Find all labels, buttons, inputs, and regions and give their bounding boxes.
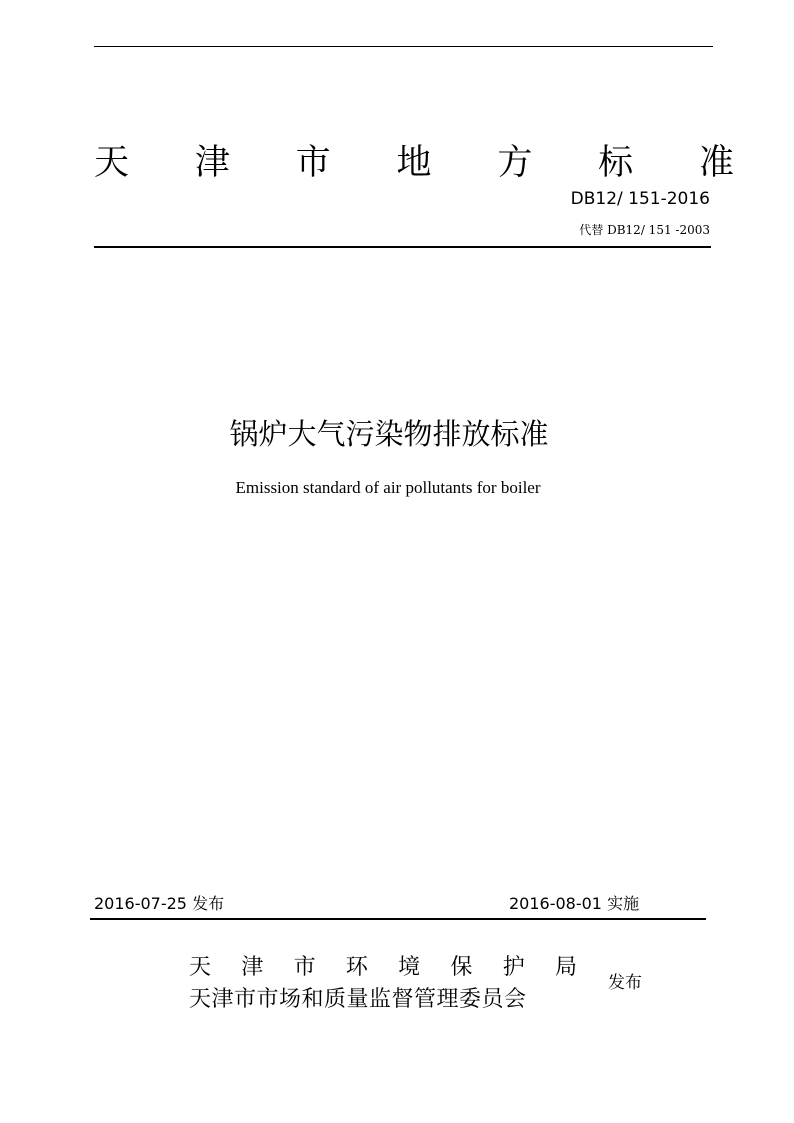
agency-char: 市 (293, 955, 316, 980)
header-title-char: 准 (698, 143, 734, 183)
header-title-char: 地 (396, 143, 432, 183)
header-rule (94, 246, 711, 248)
document-title-chinese: 锅炉大气污染物排放标准 (229, 417, 549, 451)
header-title (94, 140, 734, 186)
document-title-english: Emission standard of air pollutants for boiler (235, 478, 541, 497)
footer-rule (90, 918, 706, 920)
issue-date: 2016-07-25 发布 (94, 894, 225, 913)
header-title-char: 方 (497, 143, 533, 183)
header-title-char: 标 (598, 143, 634, 183)
agency-char: 天 (189, 955, 212, 980)
implementation-date: 2016-08-01 实施 (509, 894, 640, 913)
header-title-char: 市 (295, 143, 331, 183)
agency-char: 津 (241, 955, 264, 980)
header-title-char: 津 (194, 143, 230, 183)
replaces-standard: 代替 DB12/ 151 -2003 (579, 223, 710, 237)
agency-char: 环 (345, 955, 368, 980)
top-rule (94, 46, 713, 47)
standard-number: DB12/ 151-2016 (570, 189, 710, 209)
agency-char: 护 (502, 955, 525, 980)
agency-char: 保 (450, 955, 473, 980)
issuing-agency-1 (189, 953, 577, 983)
issuing-agency-2: 天津市市场和质量监督管理委员会 (189, 987, 527, 1012)
agency-char: 局 (554, 955, 577, 980)
header-title-char: 天 (94, 143, 130, 183)
agency-char: 境 (398, 955, 421, 980)
publish-label: 发布 (608, 973, 642, 993)
